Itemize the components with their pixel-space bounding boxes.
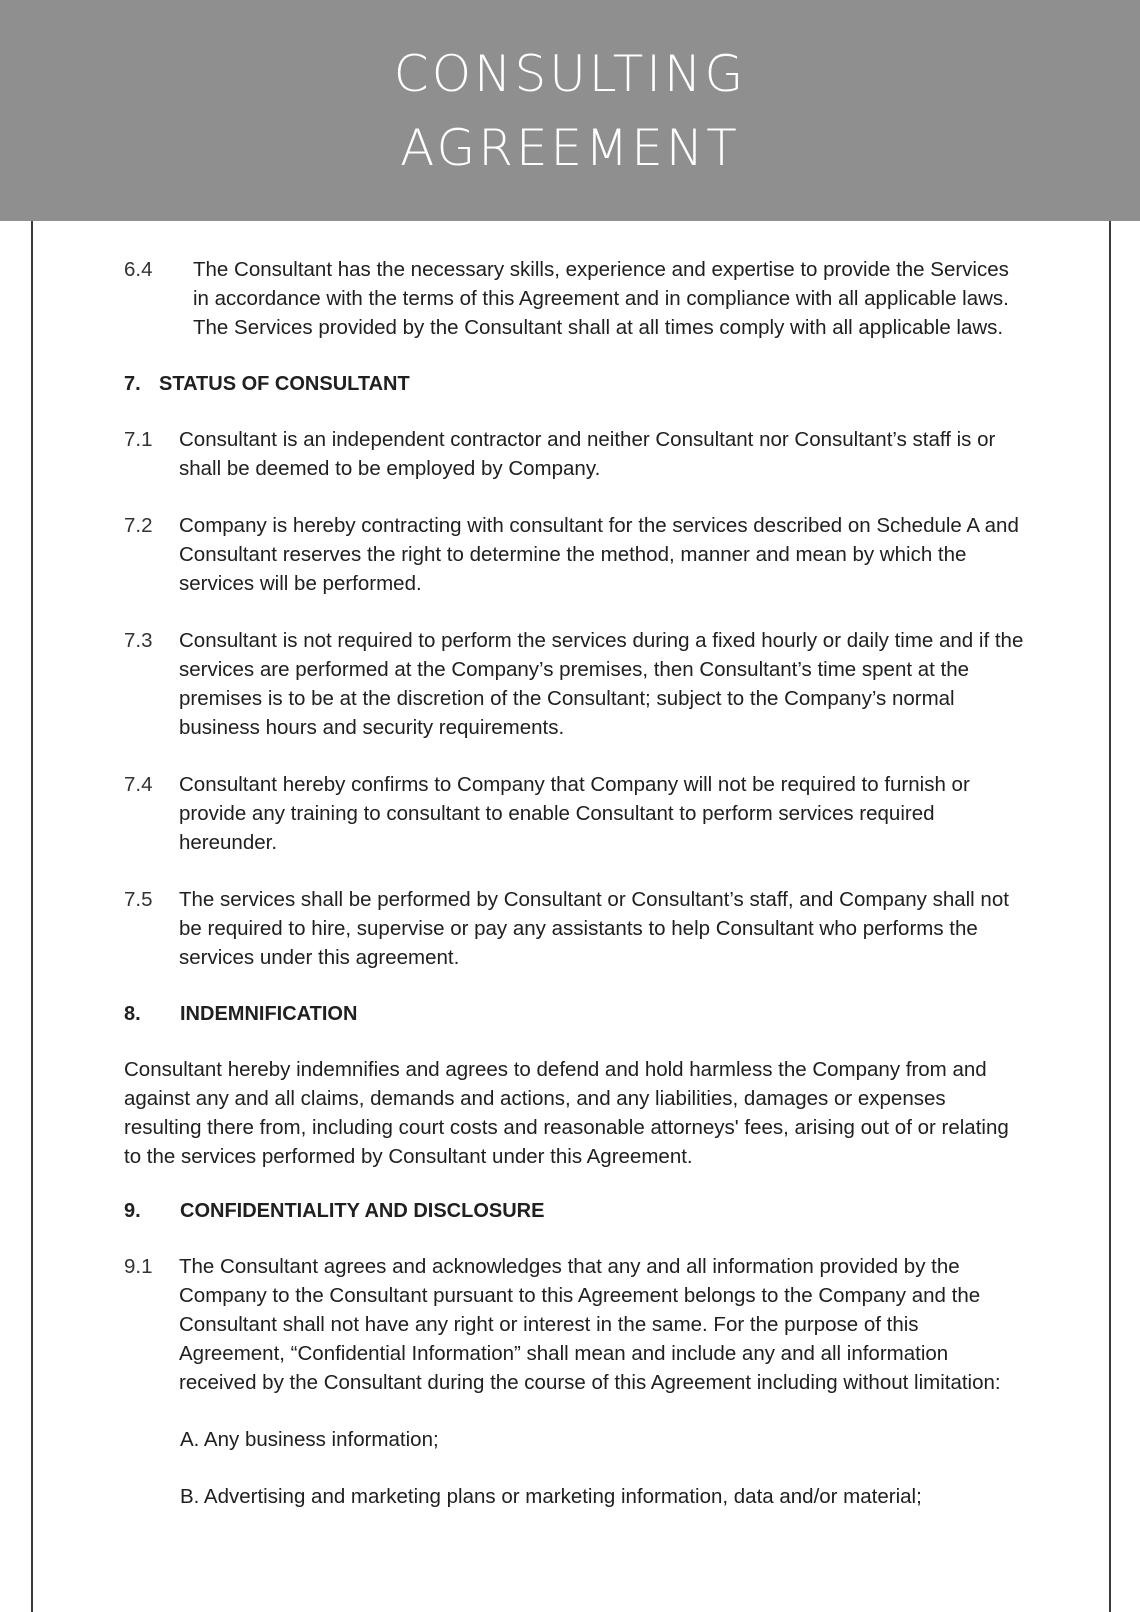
clause-7-4 bbox=[124, 770, 1024, 857]
section-number: 7. bbox=[124, 373, 141, 395]
title-banner bbox=[0, 0, 1140, 221]
clause-text: Consultant hereby confirms to Company that Company will not be required to furnish or provide any training to consultant to enable Consultant to perform services required hereunder. bbox=[179, 773, 970, 854]
clause-number: 7.4 bbox=[124, 773, 153, 796]
clause-text: Consultant is an independent contractor and neither Consultant nor Consultant’s staff is or shall be deemed to be employed by Company. bbox=[179, 428, 996, 480]
clause-number: 7.2 bbox=[124, 514, 153, 537]
clause-text: The Consultant has the necessary skills, experience and expertise to provide the Services in accordance with the terms of this Agreement and in compliance with all applicable laws. The Services provided by the Consultant shall at all times comply with all applicable laws. bbox=[193, 258, 1009, 339]
section-heading-8 bbox=[124, 1000, 1024, 1029]
section-title: STATUS OF CONSULTANT bbox=[159, 373, 410, 395]
section-title: INDEMNIFICATION bbox=[180, 1003, 358, 1025]
clause-7-5 bbox=[124, 885, 1024, 972]
clause-number: 7.5 bbox=[124, 888, 153, 911]
list-item-a: A. Any business information; bbox=[180, 1428, 439, 1451]
clause-text: Company is hereby contracting with consultant for the services described on Schedule A and Consultant reserves the right to determine the method, manner and mean by which the services will be performed. bbox=[179, 514, 1019, 595]
clause-6-4 bbox=[124, 255, 1024, 342]
section-heading-9 bbox=[124, 1197, 1024, 1226]
clause-7-3 bbox=[124, 626, 1024, 742]
clause-7-2 bbox=[124, 511, 1024, 598]
clause-number: 7.3 bbox=[124, 629, 153, 652]
clause-number: 6.4 bbox=[124, 258, 153, 281]
indemnification-paragraph: Consultant hereby indemnifies and agrees to defend and hold harmless the Company from and against any and all claims, demands and actions, and any liabilities, damages or expenses resulting there from, including court costs and reasonable attorneys' fees, arising out of or relating to the services performed by Consultant under this Agreement. bbox=[124, 1058, 1009, 1168]
section-number: 9. bbox=[124, 1200, 141, 1222]
clause-7-1 bbox=[124, 425, 1024, 483]
banner-title-line-2: AGREEMENT bbox=[400, 118, 740, 177]
list-item-b: B. Advertising and marketing plans or marketing information, data and/or material; bbox=[180, 1485, 922, 1508]
clause-text: The services shall be performed by Consultant or Consultant’s staff, and Company shall not be required to hire, supervise or pay any assistants to help Consultant who performs the services under this agreement. bbox=[179, 888, 1009, 969]
section-title: CONFIDENTIALITY AND DISCLOSURE bbox=[180, 1200, 545, 1222]
section-number: 8. bbox=[124, 1003, 141, 1025]
clause-text: Consultant is not required to perform the services during a fixed hourly or daily time and if the services are performed at the Company’s premises, then Consultant’s time spent at the premises is to be at the discretion of the Consultant; subject to the Company’s normal business hours and security requirements. bbox=[179, 629, 1024, 739]
clause-number: 9.1 bbox=[124, 1255, 153, 1278]
clause-number: 7.1 bbox=[124, 428, 153, 451]
document-body bbox=[124, 255, 1024, 1539]
section-heading-7 bbox=[124, 370, 1024, 399]
banner-title-line-1: CONSULTING bbox=[393, 44, 747, 103]
clause-text: The Consultant agrees and acknowledges that any and all information provided by the Company to the Consultant pursuant to this Agreement belongs to the Company and the Consultant shall not have any right or interest in the same. For the purpose of this Agreement, “Confidential Information” shall mean and include any and all information received by the Consultant during the course of this Agreement including without limitation: bbox=[179, 1255, 1001, 1394]
clause-9-1 bbox=[124, 1252, 1024, 1397]
